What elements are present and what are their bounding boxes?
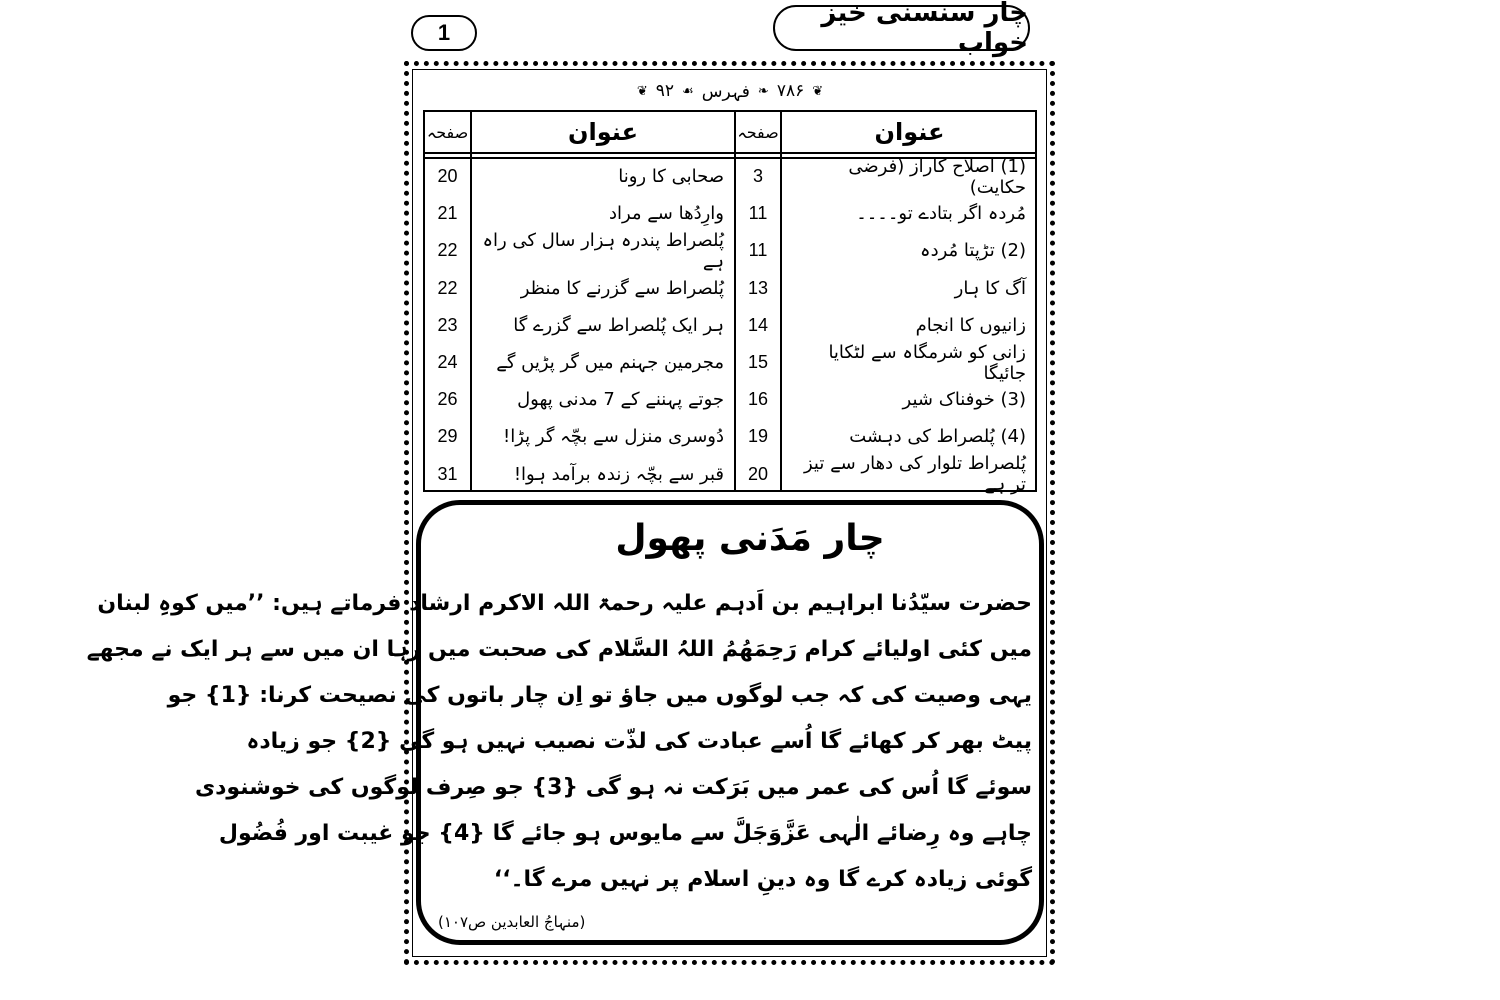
index-page-number: 19	[747, 426, 769, 447]
index-page-number: 22	[437, 240, 458, 261]
index-title-text: فہرس	[701, 81, 750, 102]
index-entry-title: ہر ایک پُلصراط سے گزرے گا	[513, 314, 724, 336]
index-page-number: 13	[747, 277, 769, 298]
body-line: حضرت سیّدُنا ابراہیم بن اَدہم علیہ رحمۃ اللہ الاکرم ارشاد فرماتے ہیں: ’’میں کوہِ لبنان	[97, 591, 1032, 616]
index-entry-title: پُلصراط پندرہ ہزار سال کی راہ ہے	[482, 229, 724, 272]
index-entry-title: وارِدُھا سے مراد	[608, 203, 724, 225]
index-page-number: 23	[437, 314, 458, 335]
body-line: چاہے وہ رِضائے الٰہی عَزَّوَجَلَّ سے مایوس ہو جائے گا {4} جو غیبت اور فُضُول	[218, 821, 1032, 846]
body-line: گوئی زیادہ کرے گا وہ دینِ اسلام پر نہیں مرے گا۔‘‘	[493, 867, 1032, 892]
index-page-number: 14	[747, 314, 769, 335]
index-entry-title: آگ کا ہار	[954, 277, 1026, 299]
body-line: یہی وصیت کی کہ جب لوگوں میں جاؤ تو اِن چار باتوں کی نصیحت کرنا: {1} جو	[167, 683, 1032, 708]
body-line: میں کئی اولیائے کرام رَحِمَھُمُ اللہُ السَّلام کی صحبت میں رہا ان میں سے ہر ایک نے مجھے	[86, 637, 1032, 662]
index-page-number: 26	[437, 389, 458, 410]
column-header-title: عنوان	[874, 118, 945, 146]
index-entry-title: قبر سے بچّہ زندہ برآمد ہوا!	[513, 463, 724, 485]
index-entry-title: (2) تڑپتا مُردہ	[920, 240, 1026, 262]
index-page-number: 29	[437, 426, 458, 447]
index-page-number: 15	[747, 352, 769, 372]
index-page-number: 20	[437, 166, 458, 186]
index-right-number: ۹۲	[655, 81, 675, 101]
index-entry-title: پُلصراط سے گزرنے کا منظر	[520, 277, 724, 299]
index-page-number: 16	[747, 389, 769, 410]
madani-title: چار مَدَنی پھول	[615, 518, 885, 559]
index-entry-title: زانی کو شرمگاہ سے لٹکایا جائیگا	[828, 341, 1026, 384]
index-page-number: 31	[437, 463, 458, 484]
index-entry-title: (1) اصلاح کاراز (فرضی حکایت)	[848, 155, 1026, 198]
body-line: پیٹ بھر کر کھائے گا اُسے عبادت کی لذّت نصیب نہیں ہو گی {2} جو زیادہ	[246, 729, 1032, 754]
index-entry-title: مُردہ اگر بتادے تو۔۔۔۔	[856, 203, 1026, 225]
ornament-icon: ❦	[812, 83, 824, 99]
index-table	[423, 110, 1037, 496]
index-page-number: 21	[437, 203, 458, 224]
index-entry-title: صحابی کا رونا	[618, 166, 724, 187]
ornament-icon: ❦	[636, 83, 648, 99]
book-title: چار سنسنی خیز خواب	[773, 5, 1030, 51]
index-entry-title: (4) پُلصراط کی دہشت	[849, 426, 1026, 448]
column-header-title: عنوان	[568, 118, 638, 146]
index-page-number: 11	[748, 240, 768, 261]
ornament-icon: ❧	[757, 83, 769, 99]
column-header-page: صفحہ	[737, 122, 779, 142]
index-page-number: 22	[437, 277, 458, 298]
reference-citation: (منہاجُ العابدین ص۱۰۷)	[438, 913, 586, 931]
index-entry-title: دُوسری منزل سے بچّہ گر پڑا!	[503, 426, 724, 448]
ornament-icon: ☙	[682, 83, 694, 99]
index-page-number: 24	[437, 352, 458, 372]
index-heading	[620, 78, 840, 104]
index-entry-title: مجرمین جہنم میں گر پڑیں گے	[496, 352, 724, 373]
index-page-number: 11	[748, 203, 768, 224]
column-header-page: صفحہ	[426, 122, 469, 142]
index-page-number: 20	[747, 463, 769, 484]
body-line: سوئے گا اُس کی عمر میں بَرَکت نہ ہو گی {3} جو صِرف لوگوں کی خوشنودی	[194, 775, 1032, 800]
index-page-number: 3	[752, 166, 763, 186]
index-entry-title: پُلصراط تلوار کی دھار سے تیز تر ہے	[804, 453, 1026, 496]
index-left-number: ۷۸۶	[776, 81, 805, 101]
index-entry-title: (3) خوفناک شیر	[902, 389, 1026, 411]
page-number: 1	[411, 15, 477, 51]
index-entry-title: زانیوں کا انجام	[915, 314, 1026, 336]
index-entry-title: جوتے پہننے کے 7 مدنی پھول	[517, 389, 724, 411]
